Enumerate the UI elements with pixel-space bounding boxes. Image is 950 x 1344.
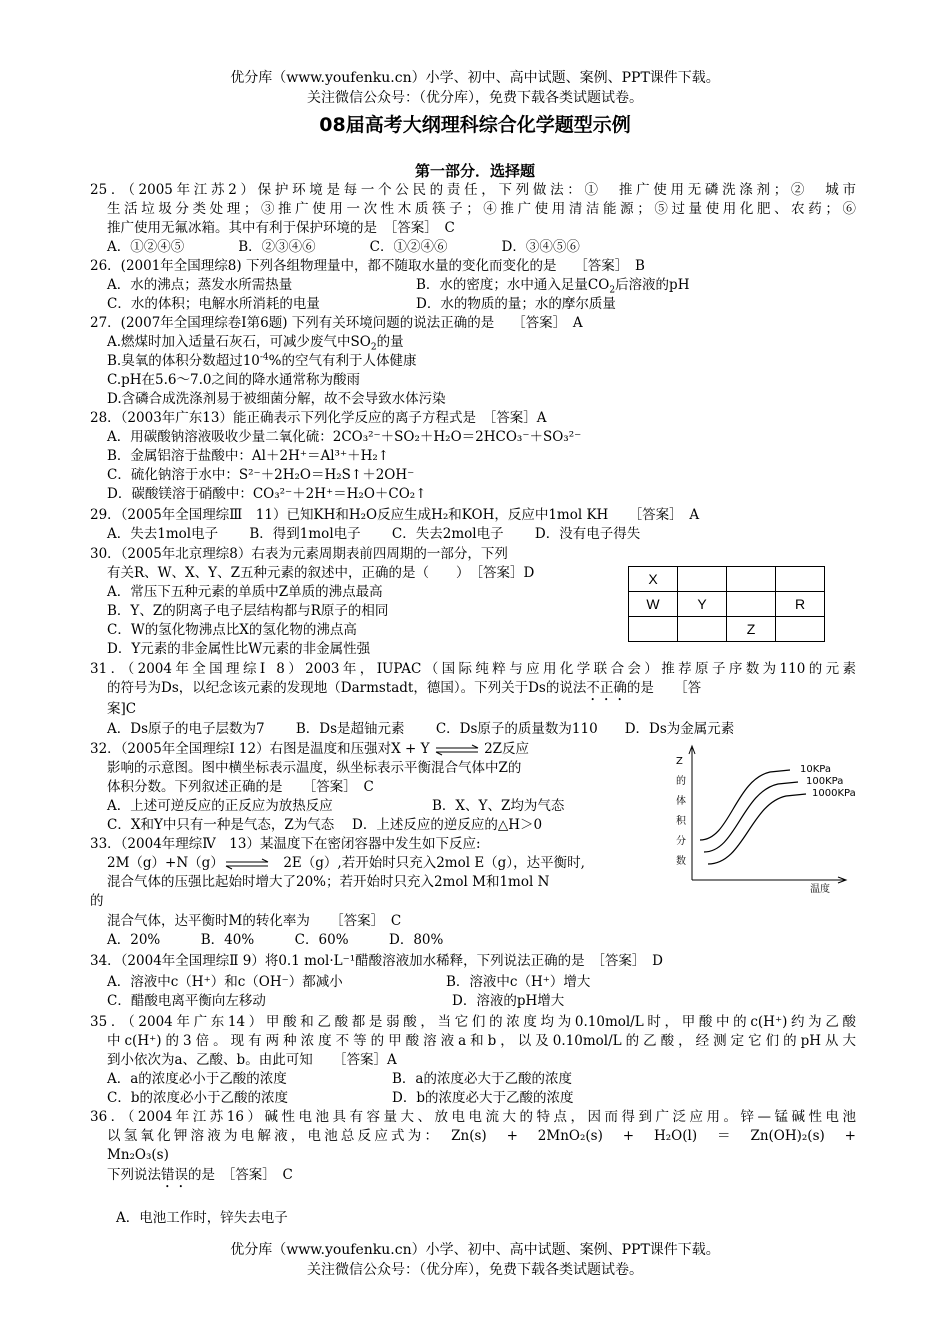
q33-line-5: 混合气体，达平衡时M的转化率为 ［答案］ C [107, 913, 402, 929]
q30-option-a: A．常压下五种元素的单质中Z单质的沸点最高 [107, 584, 383, 600]
q25-line-1: 25．（2005年江苏2）保护环境是每一个公民的责任，下列做法：① 推广使用无磷洗涤剂；② 城市 [90, 182, 856, 198]
q30-stem: 30．（2005年北京理综8）右表为元素周期表前四周期的一部分，下列 [90, 546, 508, 562]
q34-stem: 34．（2004年全国理综Ⅱ 9）将0.1 mol·L⁻¹醋酸溶液加水稀释，下列说法正确的是 ［答案］ D [90, 953, 663, 969]
q28-option-b: B．金属铝溶于盐酸中：Al＋2H⁺＝Al³⁺＋H₂↑ [107, 448, 390, 464]
q36-option-a: A．电池工作时，锌失去电子 [116, 1210, 288, 1226]
graph-ylabel-0: Z [676, 756, 683, 767]
q31-options: A．Ds原子的电子层数为7 B．Ds是超铀元素 C．Ds原子的质量数为110 D．Ds为金属元素 [107, 721, 735, 737]
q32-line-2: 影响的示意图。图中横坐标表示温度，纵坐标表示平衡混合气体中Z的 [107, 760, 522, 776]
q29-options: A．失去1mol电子 B．得到1mol电子 C．失去2mol电子 D．没有电子得失 [107, 526, 641, 542]
equilibrium-arrow-icon [224, 858, 270, 870]
q28-option-a: A．用碳酸钠溶液吸收少量二氧化硫：2CO₃²⁻＋SO₂＋H₂O＝2HCO₃⁻＋SO₃²⁻ [107, 429, 582, 445]
curve-100kpa [704, 782, 798, 852]
q28-stem: 28．（2003年广东13）能正确表示下列化学反应的离子方程式是 ［答案］A [90, 410, 547, 426]
q26-stem: 26．(2001年全国理综8) 下列各组物理量中，都不随取水量的变化而变化的是 ［答案］ B [90, 258, 645, 274]
cell-r: R [776, 592, 825, 617]
curve-10kpa [700, 770, 790, 840]
q27-option-b: B.臭氧的体积分数超过$10^{-4}\%$的空气有利于人体健康 [107, 352, 417, 369]
q33-line-4: 的 [90, 893, 104, 909]
q34-option-a: A．溶液中c（H⁺）和c（OH⁻）都减小 [107, 974, 343, 990]
q35-option-c: C．b的浓度必小于乙酸的浓度 [107, 1090, 288, 1106]
q26-option-a: A．水的沸点；蒸发水所需热量 [107, 277, 293, 293]
q36-line-1: 36．（2004年江苏16）碱性电池具有容量大、放电电流大的特点，因而得到广泛应用。锌—锰碱性电池 [90, 1109, 856, 1125]
q35-option-a: A．a的浓度必小于乙酸的浓度 [107, 1071, 287, 1087]
graph-ylabel-4: 分 [676, 836, 686, 847]
q30-option-d: D．Y元素的非金属性比W元素的非金属性强 [107, 641, 371, 657]
equilibrium-arrow-icon [434, 744, 480, 756]
q30-option-b: B．Y、Z的阴离子电子层结构都与R原子的相同 [107, 603, 389, 619]
q27-stem: 27．(2007年全国理综卷Ⅰ第6题) 下列有关环境问题的说法正确的是 ［答案］ A [90, 315, 583, 331]
q36-line-3: Mn₂O₃(s) [107, 1147, 169, 1163]
q25-line-3: 推广使用无氟冰箱。其中有利于保护环境的是 ［答案］ C [107, 220, 455, 236]
graph-ylabel-5: 数 [676, 856, 686, 867]
equilibrium-graph [660, 740, 856, 895]
curve-label-1000kpa: 1000KPa [812, 788, 856, 799]
q31-line-3: 案]C [107, 701, 137, 717]
q35-line-1: 35．（2004年广东14）甲酸和乙酸都是弱酸，当它们的浓度均为0.10mol/L时，甲酸中的c(H⁺)约为乙酸 [90, 1014, 856, 1030]
footer-line-2: 关注微信公众号：（优分库），免费下载各类试题试卷。 [307, 1262, 643, 1278]
q32-option-cd: C．X和Y中只有一种是气态，Z为气态 D．上述反应的逆反应的△H＞0 [107, 817, 543, 833]
graph-ylabel-2: 体 [676, 796, 686, 807]
graph-xlabel: 温度 [810, 884, 830, 895]
footer-line-1: 优分库（www.youfenku.cn）小学、初中、高中试题、案例、PPT课件下载。 [230, 1242, 720, 1258]
q31-line-2: 的符号为Ds，以纪念该元素的发现地（Darmstadt，德国）。下列关于Ds的说法不正确的是 ［答 [107, 680, 702, 696]
q30-option-c: C．W的氢化物沸点比X的氢化物的沸点高 [107, 622, 357, 638]
q28-option-c: C．硫化钠溶于水中：S²⁻＋2H₂O＝H₂S↑＋2OH⁻ [107, 467, 415, 483]
q36-line-2: 以氢氧化钾溶液为电解液，电池总反应式为： Zn(s) + 2MnO₂(s) + H₂O(l) ＝ Zn(OH)₂(s) + [107, 1128, 856, 1144]
page-title: 08届高考大纲理科综合化学题型示例 [319, 114, 631, 136]
q32-option-b: B．X、Y、Z均为气态 [432, 798, 565, 814]
q35-option-d: D．b的浓度必大于乙酸的浓度 [392, 1090, 574, 1106]
graph-ylabel-3: 积 [676, 816, 686, 827]
cell-z: Z [727, 617, 776, 642]
q32-option-a: A．上述可逆反应的正反应为放热反应 [107, 798, 333, 814]
q36-line-4: 下列说法错误的是 ［答案］ C [107, 1167, 293, 1183]
header-line-2: 关注微信公众号：（优分库），免费下载各类试题试卷。 [307, 90, 643, 106]
q26-option-c: C．水的体积；电解水所消耗的电量 [107, 296, 320, 312]
q27-option-c: C.pH在5.6～7.0之间的降水通常称为酸雨 [107, 372, 360, 388]
q34-option-d: D．溶液的pH增大 [452, 993, 565, 1009]
q25-options: A．①②④⑤ B．②③④⑥ C．①②④⑥ D．③④⑤⑥ [107, 239, 580, 255]
q30-line-2: 有关R、W、X、Y、Z五种元素的叙述中，正确的是（ ） ［答案］D [107, 565, 535, 581]
curve-1000kpa [708, 794, 806, 864]
q27-option-a: A.燃煤时加入适量石灰石，可减少废气中$SO_2$的量 [107, 334, 404, 353]
q26-option-b: B．水的密度；水中通入足量$CO_2$后溶液的pH [416, 277, 690, 296]
q34-option-c: C．醋酸电离平衡向左移动 [107, 993, 266, 1009]
cell-y: Y [678, 592, 727, 617]
curve-label-10kpa: 10KPa [800, 764, 831, 775]
q33-line-2: 2M（g）+N（g） 2E（g）,若开始时只充入2mol E（g），达平衡时, [107, 855, 585, 871]
section-heading: 第一部分．选择题 [414, 162, 535, 180]
q26-option-d: D．水的物质的量；水的摩尔质量 [416, 296, 616, 312]
q35-option-b: B．a的浓度必大于乙酸的浓度 [392, 1071, 572, 1087]
q31-line-1: 31．（2004年全国理综Ⅰ 8）2003年，IUPAC（国际纯粹与应用化学联合会）推荐原子序数为110的元素 [90, 661, 856, 677]
q33-line-3: 混合气体的压强比起始时增大了20%；若开始时只充入2mol M和1mol N [107, 874, 550, 890]
header-line-1: 优分库（www.youfenku.cn）小学、初中、高中试题、案例、PPT课件下载。 [230, 70, 720, 86]
cell-w: W [629, 592, 678, 617]
q35-line-2: 中c(H⁺)的3倍。现有两种浓度不等的甲酸溶液a和b，以及0.10mol/L的乙酸，经测定它们的pH从大 [107, 1033, 856, 1049]
q29-stem: 29．（2005年全国理综Ⅲ 11）已知KH和H₂O反应生成H₂和KOH，反应中1mol KH ［答案］ A [90, 507, 700, 523]
q25-line-2: 生活垃圾分类处理；③推广使用一次性木质筷子；④推广使用清洁能源；⑤过量使用化肥、农药；⑥ [107, 201, 856, 217]
q33-stem: 33．（2004年理综Ⅳ 13）某温度下在密闭容器中发生如下反应: [90, 836, 481, 852]
q35-line-3: 到小依次为a、乙酸、b。由此可知 ［答案］A [107, 1052, 397, 1068]
q28-option-d: D．碳酸镁溶于硝酸中：CO₃²⁻＋2H⁺＝H₂O＋CO₂↑ [107, 486, 427, 502]
q27-option-d: D.含磷合成洗涤剂易于被细菌分解，故不会导致水体污染 [107, 391, 446, 407]
curve-label-100kpa: 100KPa [806, 776, 844, 787]
q34-option-b: B．溶液中c（H⁺）增大 [446, 974, 591, 990]
q32-stem: 32．（2005年全国理综Ⅰ 12）右图是温度和压强对X + Y 2Z反应 [90, 741, 530, 757]
cell-x: X [629, 567, 678, 592]
periodic-table-fragment [628, 542, 825, 642]
q32-line-3: 体积分数。下列叙述正确的是 ［答案］ C [107, 779, 374, 795]
graph-ylabel-1: 的 [676, 776, 686, 787]
q33-options: A．20% B．40% C．60% D．80% [107, 932, 444, 948]
